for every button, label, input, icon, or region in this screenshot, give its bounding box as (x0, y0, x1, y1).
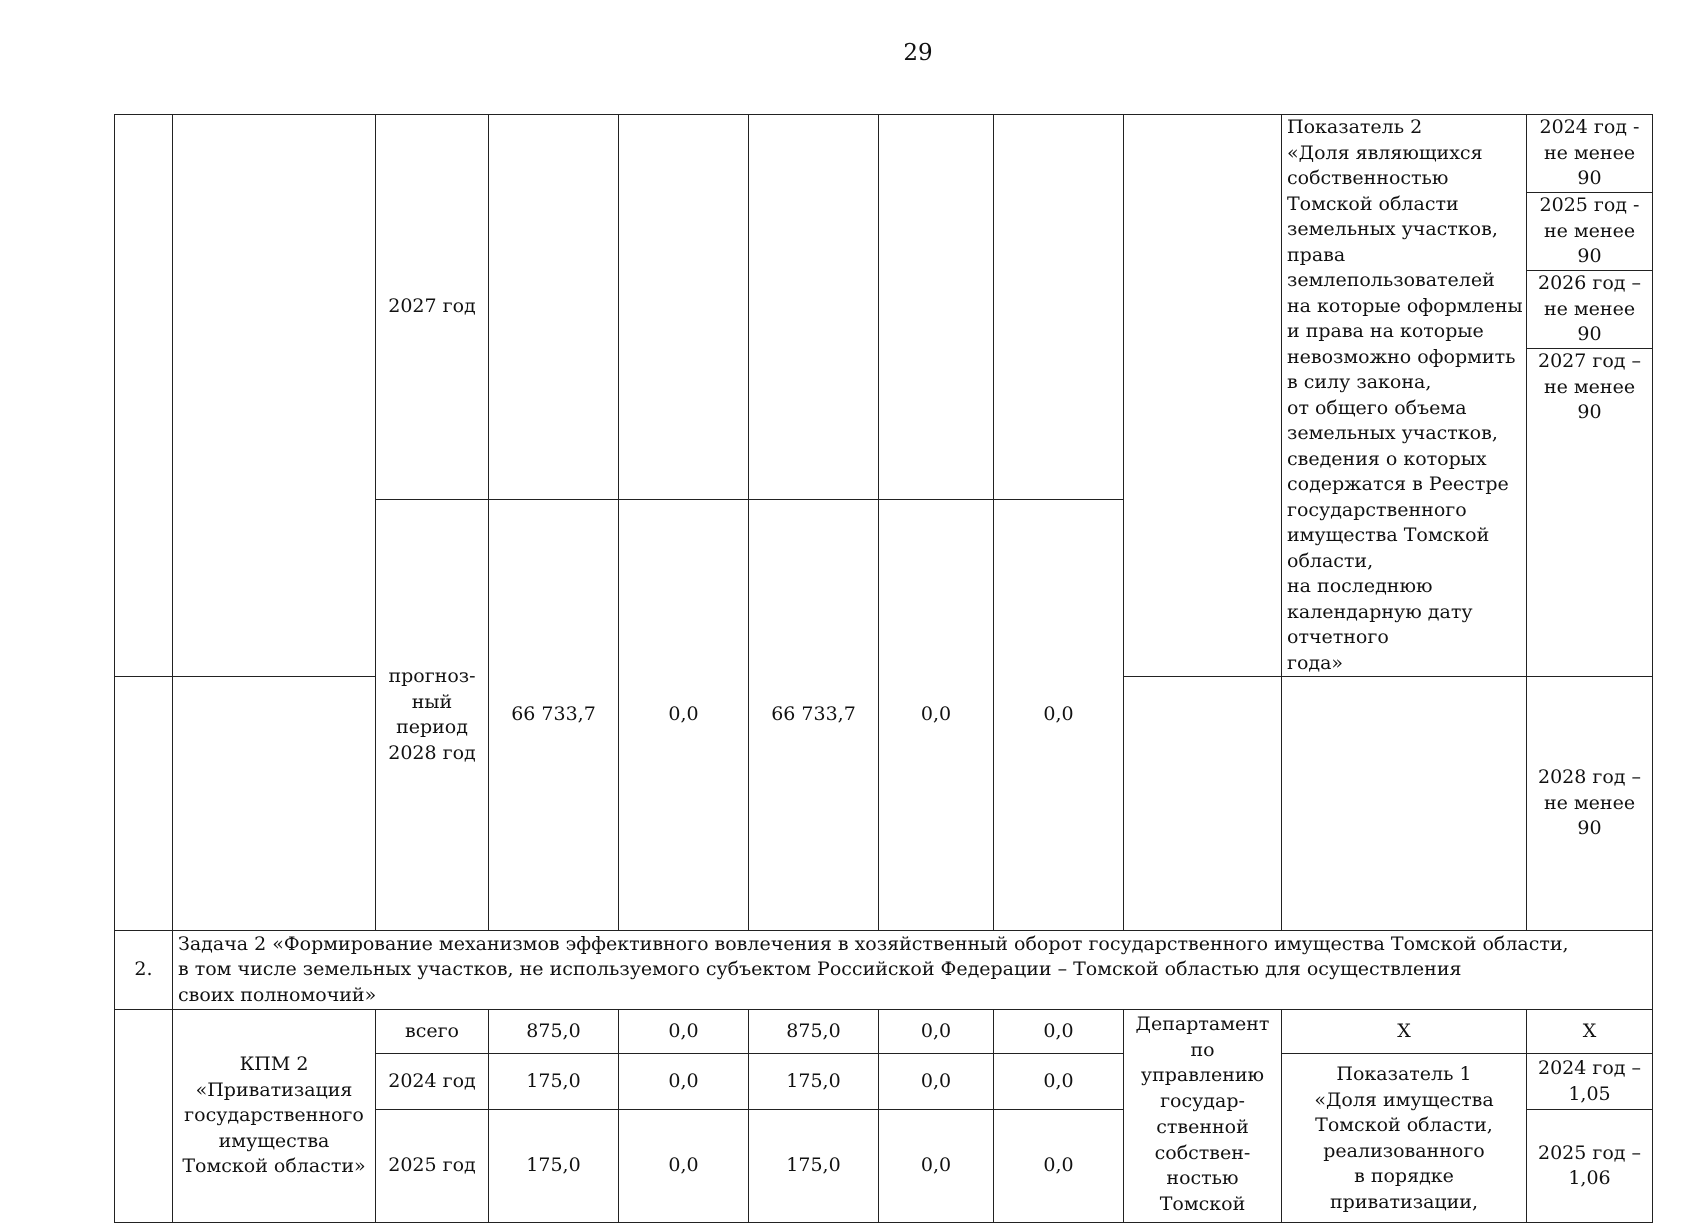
target-year: 2026 год – (1537, 272, 1642, 295)
indicator-2-cell (1282, 115, 1527, 677)
target-year: 2025 год - (1539, 194, 1640, 217)
indicator-line: содержатся в Реестре (1287, 473, 1509, 495)
indicator-line: «Доля имущества (1314, 1088, 1494, 1111)
department-line: собствен- (1154, 1141, 1251, 1164)
target-value: 1,05 (1568, 1082, 1611, 1105)
indicator-1-cell (1282, 1054, 1527, 1223)
budget-table (114, 114, 1653, 1223)
indicator-line: Томской области, (1315, 1114, 1493, 1136)
indicator-line: землепользователей (1287, 269, 1495, 291)
department-cell (1124, 1010, 1282, 1223)
indicator-line: Показатель 1 (1336, 1063, 1472, 1085)
indicator-line: от общего объема (1287, 396, 1467, 419)
target-value: 90 (1577, 817, 1602, 840)
target-2024 (1527, 115, 1653, 193)
indicator-line: имущества Томской (1287, 524, 1490, 546)
target-2028 (1527, 677, 1653, 931)
target-value: 90 (1577, 167, 1602, 190)
target-label: не менее (1543, 141, 1636, 164)
value-cell: 0,0 (619, 1010, 749, 1054)
target-2024 (1527, 1054, 1653, 1110)
target-2026 (1527, 271, 1653, 349)
target-value: 90 (1577, 323, 1602, 346)
indicator-line: земельных участков, (1287, 422, 1498, 444)
target-value: 90 (1577, 401, 1602, 423)
indicator-line: «Доля являющихся (1287, 141, 1483, 164)
period-2025: 2025 год (376, 1110, 489, 1223)
value-cell: 875,0 (749, 1010, 879, 1054)
target-year: 2027 год – (1537, 350, 1642, 372)
empty-value-cell (749, 115, 879, 500)
target-2025 (1527, 193, 1653, 271)
indicator-line: на последнюю (1287, 575, 1433, 597)
value-cell: 0,0 (619, 1110, 749, 1223)
value-regional: 66 733,7 (749, 500, 879, 931)
target-value: 1,06 (1568, 1167, 1611, 1189)
target-2025 (1527, 1110, 1653, 1223)
value-cell: 0,0 (994, 1054, 1124, 1110)
period-2024: 2024 год (376, 1054, 489, 1110)
indicator-line: земельных участков, (1287, 218, 1498, 240)
target-year: 2024 год - (1539, 116, 1640, 139)
empty-value-cell (994, 115, 1124, 500)
target-year: 2024 год – (1537, 1057, 1642, 1079)
department-line: ственной (1156, 1115, 1249, 1138)
value-cell: 0,0 (879, 1010, 994, 1054)
value-total: 66 733,7 (489, 500, 619, 931)
value-cell: 0,0 (879, 1054, 994, 1110)
empty-department-cell (1124, 115, 1282, 677)
period-total: всего (376, 1010, 489, 1054)
indicator-line: и права на которые (1287, 320, 1484, 342)
indicator-line: собственностью (1287, 167, 1449, 189)
value-cell: 875,0 (489, 1010, 619, 1054)
task-2-title (173, 931, 1653, 1010)
department-line: Томской (1159, 1192, 1246, 1215)
indicator-line: в силу закона, (1287, 371, 1432, 393)
target-year: 2025 год – (1537, 1141, 1642, 1164)
indicator-line: права (1287, 243, 1346, 266)
indicator-line: календарную дату (1287, 600, 1473, 623)
value-cell: 0,0 (879, 1110, 994, 1223)
indicator-line: реализованного (1323, 1139, 1485, 1162)
indicator-line: невозможно оформить (1287, 345, 1516, 368)
empty-value-cell (879, 115, 994, 500)
task-line: своих полномочий» (178, 983, 377, 1006)
target-year: 2028 год – (1537, 766, 1642, 789)
value-cell: 175,0 (749, 1110, 879, 1223)
target-value: 90 (1577, 245, 1602, 268)
page-number: 29 (903, 40, 933, 66)
empty-department-cell (1124, 677, 1282, 931)
indicator-line: приватизации, (1330, 1190, 1478, 1213)
target-label: не менее (1543, 791, 1636, 814)
value-cell: 175,0 (489, 1054, 619, 1110)
indicator-2-text (1287, 115, 1521, 676)
target-label: не менее (1543, 219, 1636, 242)
empty-name-cell (173, 677, 376, 931)
department-line: ностью (1166, 1167, 1239, 1190)
period-2027: 2027 год (376, 115, 489, 500)
indicator-line: Показатель 2 (1287, 116, 1423, 138)
task-line: Задача 2 «Формирование механизмов эффективного вовлечения в хозяйственный оборот государственного имущества Томской области, (178, 932, 1569, 955)
department-line: управлению (1140, 1064, 1265, 1087)
task-number: 2. (115, 931, 173, 1010)
value-cell: 175,0 (749, 1054, 879, 1110)
indicator-line: государственного (1287, 498, 1467, 521)
indicator-x-mark: X (1282, 1010, 1527, 1054)
empty-number-cell (115, 115, 173, 677)
target-x-mark: X (1527, 1010, 1653, 1054)
task-line: в том числе земельных участков, не используемого субъектом Российской Федерации – Томской областью для осуществления (178, 958, 1462, 981)
department-line: Департамент (1135, 1013, 1270, 1035)
value-federal: 0,0 (619, 500, 749, 931)
indicator-line: области, (1287, 549, 1374, 572)
empty-value-cell (619, 115, 749, 500)
period-line: период (396, 716, 468, 738)
period-2028 (376, 500, 489, 931)
period-line: ный (411, 690, 453, 713)
indicator-line: в порядке (1354, 1165, 1454, 1187)
department-line: государ- (1160, 1090, 1245, 1113)
value-cell: 0,0 (994, 1110, 1124, 1223)
period-line: прогноз- (388, 665, 476, 687)
indicator-2-continuation (1282, 677, 1527, 931)
target-label: не менее (1543, 297, 1636, 320)
target-2027 (1527, 349, 1653, 677)
kpm-line: «Приватизация (195, 1078, 353, 1101)
kpm-line: имущества (218, 1129, 330, 1152)
indicator-line: Томской области (1287, 192, 1459, 215)
value-cell: 175,0 (489, 1110, 619, 1223)
kpm-line: Томской области» (182, 1155, 366, 1178)
value-cell: 0,0 (994, 1010, 1124, 1054)
empty-value-cell (489, 115, 619, 500)
indicator-line: сведения о которых (1287, 447, 1487, 470)
kpm-line: КПМ 2 (239, 1053, 309, 1076)
empty-number-cell (115, 677, 173, 931)
value-other: 0,0 (994, 500, 1124, 931)
target-label: не менее (1543, 375, 1636, 398)
value-cell: 0,0 (619, 1054, 749, 1110)
indicator-line: отчетного (1287, 626, 1389, 648)
period-line: 2028 год (388, 741, 476, 764)
empty-name-cell (173, 115, 376, 677)
kpm-2-name (173, 1010, 376, 1223)
department-line: по (1190, 1038, 1215, 1061)
indicator-line: на которые оформлены (1287, 294, 1523, 317)
indicator-line: года» (1287, 651, 1344, 674)
empty-number-cell (115, 1010, 173, 1223)
kpm-line: государственного (184, 1104, 364, 1127)
value-local: 0,0 (879, 500, 994, 931)
